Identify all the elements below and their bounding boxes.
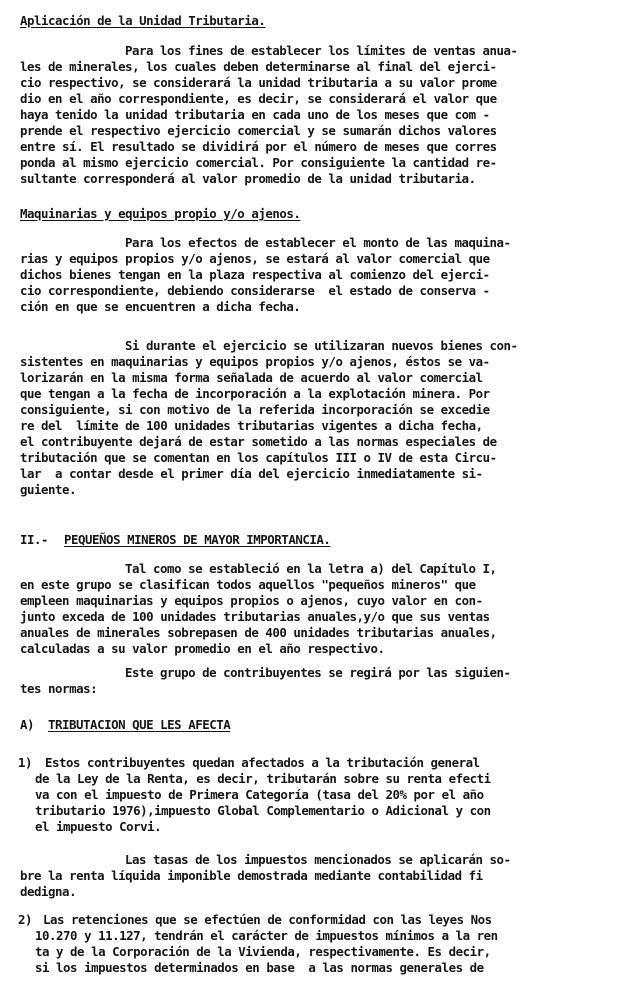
text-line: tributario 1976),impuesto Global Complementario o Adicional y con — [35, 803, 491, 818]
text-line: entre sí. El resultado se dividirá por el número de meses que corres — [20, 139, 497, 154]
text-line: si los impuestos determinados en base a las normas generales de — [35, 960, 484, 975]
text-line: el contribuyente dejará de estar sometido a las normas especiales de — [20, 434, 497, 449]
text-line: haya tenido la unidad tributaria en cada uno de los meses que com - — [20, 107, 490, 122]
section-title-maquinarias: Maquinarias y equipos propio y/o ajenos. — [20, 206, 301, 221]
text-line: 10.270 y 11.127, tendrán el carácter de impuestos mínimos a la ren — [35, 928, 498, 943]
text-line: ponda al mismo ejercicio comercial. Por consiguiente la cantidad re- — [20, 155, 497, 170]
section-title-pequenos-mineros: PEQUEÑOS MINEROS DE MAYOR IMPORTANCIA. — [64, 532, 331, 547]
text-line: tributación que se comentan en los capítulos III o IV de esta Circu- — [20, 450, 497, 465]
text-line: Las retenciones que se efectúen de conformidad con las leyes Nos — [43, 912, 492, 927]
text-line: Este grupo de contribuyentes se regirá por las siguien- — [125, 665, 511, 680]
text-line: cio respectivo, se considerará la unidad tributaria a su valor prome — [20, 75, 497, 90]
text-line: guiente. — [20, 482, 77, 497]
text-line: lorizarán en la misma forma señalada de acuerdo al valor comercial — [20, 370, 483, 385]
text-line: ción en que se encuentren a dicha fecha. — [20, 299, 301, 314]
text-line: sultante corresponderá al valor promedio de la unidad tributaria. — [20, 171, 476, 186]
item-number: 1) — [18, 755, 33, 770]
text-line: que tengan a la fecha de incorporación a la explotación minera. Por — [20, 386, 490, 401]
text-line: bre la renta líquida imponible demostrada mediante contabilidad fi — [20, 868, 483, 883]
text-line: dedigna. — [20, 884, 77, 899]
text-line: rias y equipos propios y/o ajenos, se estará al valor comercial que — [20, 251, 490, 266]
subsection-title-tributacion: TRIBUTACION QUE LES AFECTA — [48, 717, 231, 732]
text-line: les de minerales, los cuales deben determinarse al final del ejerci- — [20, 59, 497, 74]
text-line: Estos contribuyentes quedan afectados a la tributación general — [45, 755, 480, 770]
text-line: cio correspondiente, debiendo considerarse el estado de conserva - — [20, 283, 490, 298]
text-line: consiguiente, si con motivo de la referida incorporación se excedie — [20, 402, 490, 417]
text-line: dio en el año correspondiente, es decir, se considerará el valor que — [20, 91, 497, 106]
text-line: va con el impuesto de Primera Categoría (tasa del 20% por el año — [35, 787, 484, 802]
text-line: el impuesto Corvi. — [35, 819, 162, 834]
text-line: Tal como se estableció en la letra a) del Capítulo I, — [125, 561, 497, 576]
text-line: Para los fines de establecer los límites de ventas anua- — [125, 43, 518, 58]
text-line: Para los efectos de establecer el monto de las maquina- — [125, 235, 511, 250]
text-line: Si durante el ejercicio se utilizaran nuevos bienes con- — [125, 338, 518, 353]
text-line: Las tasas de los impuestos mencionados se aplicarán so- — [125, 852, 511, 867]
text-line: de la Ley de la Renta, es decir, tributarán sobre su renta efecti — [35, 771, 491, 786]
text-line: junto exceda de 100 unidades tributarias anuales,y/o que sus ventas — [20, 609, 490, 624]
text-line: ta y de la Corporación de la Vivienda, respectivamente. Es decir, — [35, 944, 491, 959]
text-line: calculadas a su valor promedio en el año respectivo. — [20, 641, 385, 656]
text-line: lar a contar desde el primer día del ejercicio inmediatamente si- — [20, 466, 483, 481]
text-line: en este grupo se clasifican todos aquellos "pequeños mineros" que — [20, 577, 476, 592]
subsection-label: A) — [20, 717, 35, 732]
text-line: prende el respectivo ejercicio comercial y se sumarán dichos valores — [20, 123, 497, 138]
text-line: re del límite de 100 unidades tributarias vigentes a dicha fecha, — [20, 418, 483, 433]
section-title-unidad-tributaria: Aplicación de la Unidad Tributaria. — [20, 13, 266, 28]
text-line: tes normas: — [20, 681, 98, 696]
text-line: anuales de minerales sobrepasen de 400 unidades tributarias anuales, — [20, 625, 497, 640]
text-line: empleen maquinarias y equipos propios o ajenos, cuyo valor en con- — [20, 593, 483, 608]
section-number: II.- — [20, 532, 49, 547]
item-number: 2) — [18, 912, 33, 927]
text-line: sistentes en maquinarias y equipos propios y/o ajenos, éstos se va- — [20, 354, 490, 369]
text-line: dichos bienes tengan en la plaza respectiva al comienzo del ejerci- — [20, 267, 490, 282]
